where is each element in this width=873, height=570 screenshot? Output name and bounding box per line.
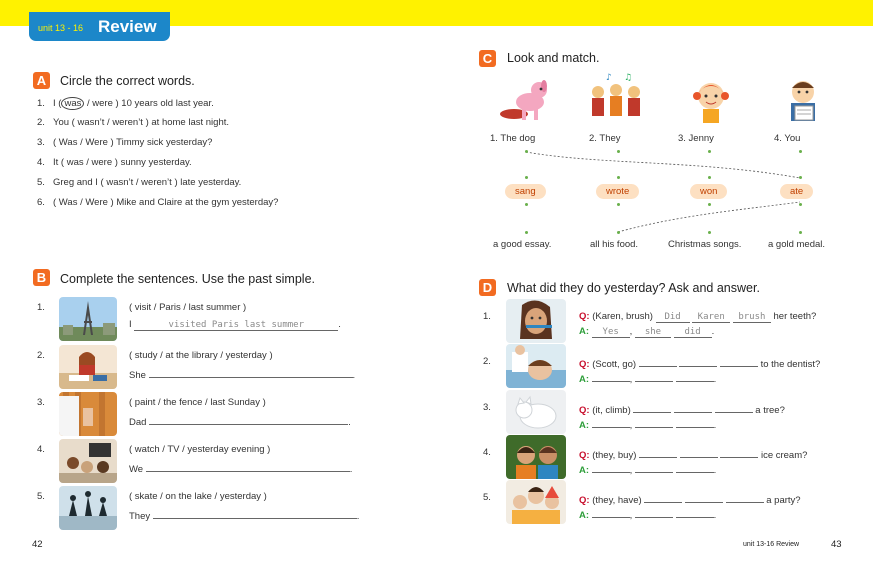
svg-text:♪: ♪ xyxy=(606,73,612,83)
question-blank[interactable]: brush xyxy=(733,312,771,323)
match-dot[interactable] xyxy=(617,231,620,234)
match-dot[interactable] xyxy=(708,203,711,206)
section-b-badge: B xyxy=(33,269,50,286)
answer-blank[interactable] xyxy=(635,371,673,382)
answer-blank[interactable]: she xyxy=(635,327,671,338)
section-d-item-3: 3. Q: (it, climb) a tree? A: , . xyxy=(483,402,863,446)
section-d-item-2: 2. Q: (Scott, go) to the dentist? A: , . xyxy=(483,356,863,400)
question-blank[interactable] xyxy=(726,492,764,503)
kids-ice-cream-photo xyxy=(506,435,566,479)
question-blank[interactable] xyxy=(639,447,677,458)
question-blank[interactable] xyxy=(680,447,718,458)
section-c-badge: C xyxy=(479,50,496,67)
match-dot[interactable] xyxy=(708,231,711,234)
answer-blank[interactable] xyxy=(592,462,630,473)
verb-chip-sang[interactable]: sang xyxy=(505,184,546,199)
match-dot[interactable] xyxy=(708,150,711,153)
section-b-item-3: 3. ( paint / the fence / last Sunday ) Dad . xyxy=(37,397,377,441)
question-blank[interactable] xyxy=(674,402,712,413)
match-dot[interactable] xyxy=(525,176,528,179)
boy-at-dentist-photo xyxy=(506,344,566,388)
match-dot[interactable] xyxy=(525,231,528,234)
section-a-item-1: 1. I ( was / were ) 10 years old last year. xyxy=(37,98,214,109)
answer-blank[interactable] xyxy=(592,417,630,428)
section-b-item-4: 4. ( watch / TV / yesterday evening ) We . xyxy=(37,444,377,488)
match-dot[interactable] xyxy=(799,231,802,234)
section-a-item-4: 4. It ( was / were ) sunny yesterday. xyxy=(37,157,192,168)
match-subject-2: 2. They xyxy=(589,133,621,144)
answer-blank[interactable] xyxy=(592,507,630,518)
match-subject-3: 3. Jenny xyxy=(678,133,714,144)
cat-photo xyxy=(506,390,566,434)
section-a-badge: A xyxy=(33,72,50,89)
section-a-item-5: 5. Greg and I ( wasn’t / weren’t ) late yesterday. xyxy=(37,177,242,188)
match-dot[interactable] xyxy=(617,203,620,206)
answer-blank[interactable] xyxy=(676,371,714,382)
section-d-item-5: 5. Q: (they, have) a party? A: , . xyxy=(483,492,863,536)
section-a-item-3: 3. ( Was / Were ) Timmy sick yesterday? xyxy=(37,137,213,148)
question-blank[interactable] xyxy=(639,356,677,367)
match-dot[interactable] xyxy=(799,150,802,153)
match-dot[interactable] xyxy=(617,176,620,179)
question-blank[interactable] xyxy=(633,402,671,413)
section-b-item-5: 5. ( skate / on the lake / yesterday ) They . xyxy=(37,491,377,535)
verb-chip-wrote[interactable]: wrote xyxy=(596,184,639,199)
question-blank[interactable] xyxy=(644,492,682,503)
question-blank[interactable] xyxy=(685,492,723,503)
answer-blank[interactable] xyxy=(592,371,630,382)
question-blank[interactable] xyxy=(715,402,753,413)
match-dot[interactable] xyxy=(708,176,711,179)
section-b-item-2: 2. ( study / at the library / yesterday ) She . xyxy=(37,350,377,394)
answer-blank[interactable] xyxy=(635,507,673,518)
answer-blank[interactable]: visited Paris last summer xyxy=(134,320,338,331)
answer-blank[interactable] xyxy=(676,417,714,428)
match-dot[interactable] xyxy=(617,150,620,153)
match-dot[interactable] xyxy=(525,203,528,206)
unit-label: unit 13 - 16 xyxy=(38,23,84,33)
svg-text:♫: ♫ xyxy=(624,73,633,83)
question-blank[interactable]: Karen xyxy=(692,312,730,323)
answer-blank[interactable] xyxy=(676,462,714,473)
match-subject-1: 1. The dog xyxy=(490,133,536,144)
section-c-title: Look and match. xyxy=(507,51,600,65)
match-ending-3: Christmas songs. xyxy=(668,239,742,250)
verb-chip-won[interactable]: won xyxy=(690,184,727,199)
question-blank[interactable]: Did xyxy=(656,312,690,323)
footer-review-label: unit 13-16 Review xyxy=(743,541,800,548)
page-title: Review xyxy=(98,17,157,36)
answer-blank[interactable]: Yes xyxy=(592,327,630,338)
match-dot[interactable] xyxy=(799,176,802,179)
page-number-right: 43 xyxy=(831,539,842,550)
match-ending-4: a gold medal. xyxy=(768,239,826,250)
answer-blank[interactable] xyxy=(635,462,673,473)
verb-chip-ate[interactable]: ate xyxy=(780,184,813,199)
section-d-item-4: 4. Q: (they, buy) ice cream? A: , . xyxy=(483,447,863,491)
section-b-item-1: 1. ( visit / Paris / last summer ) I visited Paris last summer . xyxy=(37,302,377,346)
answer-blank[interactable] xyxy=(676,507,714,518)
section-d-badge: D xyxy=(479,279,496,296)
answer-blank[interactable]: did xyxy=(674,327,712,338)
section-b-title: Complete the sentences. Use the past simple. xyxy=(60,272,315,286)
match-dot[interactable] xyxy=(525,150,528,153)
match-dot[interactable] xyxy=(799,203,802,206)
match-subject-4: 4. You xyxy=(774,133,801,144)
section-d-item-1: 1. Q: (Karen, brush) Did Karen brush her teeth? A: Yes , she did . xyxy=(483,311,863,355)
girl-brushing-teeth-photo xyxy=(506,299,566,343)
family-party-photo xyxy=(506,480,566,524)
question-blank[interactable] xyxy=(679,356,717,367)
question-blank[interactable] xyxy=(720,447,758,458)
match-ending-1: a good essay. xyxy=(493,239,552,250)
section-a-item-2: 2. You ( wasn’t / weren’t ) at home last night. xyxy=(37,117,230,128)
section-a-title: Circle the correct words. xyxy=(60,74,195,88)
circled-answer: was xyxy=(61,97,84,110)
question-blank[interactable] xyxy=(720,356,758,367)
section-a-item-6: 6. ( Was / Were ) Mike and Claire at the gym yesterday? xyxy=(37,197,279,208)
page-number-left: 42 xyxy=(32,539,43,550)
section-d-title: What did they do yesterday? Ask and answer. xyxy=(507,281,760,295)
answer-blank[interactable] xyxy=(635,417,673,428)
match-ending-2: all his food. xyxy=(590,239,639,250)
